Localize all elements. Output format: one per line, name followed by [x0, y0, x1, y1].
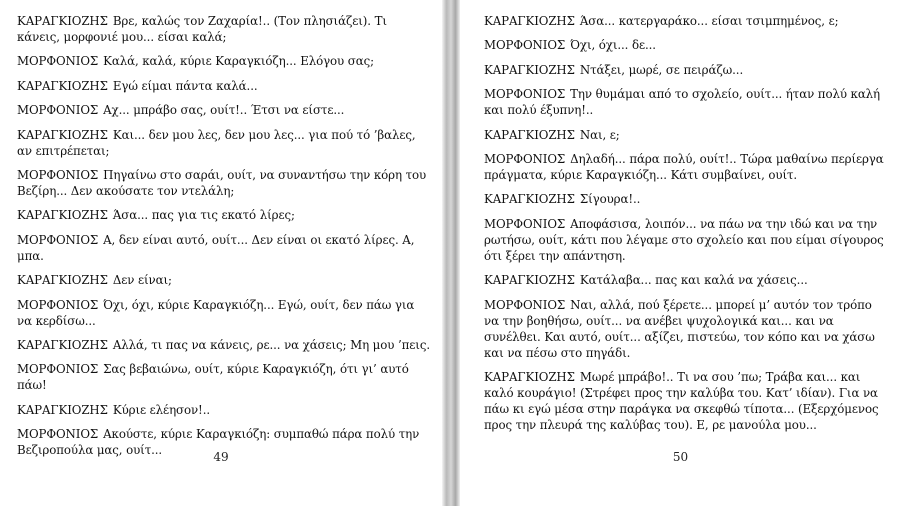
dialogue-text: Άσα... πας για τις εκατό λίρες;	[112, 208, 295, 223]
dialogue-text: Δηλαδή... πάρα πολύ, ουίτ!.. Τώρα μαθαίνω περίεργα πράγματα, κύριε Καραγκιόζη... Κάτι συμβαίνει, ουίτ.	[484, 151, 884, 182]
page-number-right: 50	[672, 450, 689, 464]
dialogue-line	[17, 337, 432, 353]
dialogue-text: Όχι, όχι... δε...	[570, 38, 656, 53]
left-page	[0, 0, 442, 506]
dialogue-text: Κατάλαβα... πας και καλά να χάσεις...	[579, 273, 808, 288]
dialogue-line	[17, 232, 432, 264]
speaker-name: ΜΟΡΦΟΝΙΟΣ	[17, 427, 99, 442]
dialogue-text: Ναι, ε;	[579, 127, 620, 142]
dialogue-line	[17, 167, 432, 199]
speaker-name: ΚΑΡΑΓΚΙΟΖΗΣ	[17, 273, 108, 288]
dialogue-text: Και... δεν μου λες, δεν μου λες... για πού τό ’βαλες, αν επιτρέπεται;	[17, 127, 416, 158]
dialogue-text: Ναι, αλλά, πού ξέρετε... μπορεί μ’ αυτόν τον τρόπο να την βοηθήσω, ουίτ... να ανέβει ψυχολογικά και... και να συνέλθει. Και αυτό, ουίτ... αξίζει, πιστεύω, τον κόπο και να χάσω και να πέσω στο πηγάδι.	[484, 297, 875, 360]
speaker-name: ΜΟΡΦΟΝΙΟΣ	[17, 167, 99, 182]
speaker-name: ΚΑΡΑΓΚΙΟΖΗΣ	[484, 369, 575, 384]
dialogue-text: Ντάξει, μωρέ, σε πειράζω...	[579, 62, 744, 77]
speaker-name: ΜΟΡΦΟΝΙΟΣ	[17, 297, 99, 312]
dialogue-line	[17, 53, 432, 69]
speaker-name: ΜΟΡΦΟΝΙΟΣ	[484, 297, 566, 312]
dialogue-text: Σας βεβαιώνω, ουίτ, κύριε Καραγκιόζη, ότι γι’ αυτό πάω!	[17, 362, 409, 393]
speaker-name: ΚΑΡΑΓΚΙΟΖΗΣ	[17, 127, 108, 142]
speaker-name: ΚΑΡΑΓΚΙΟΖΗΣ	[484, 14, 575, 28]
dialogue-line	[17, 102, 432, 118]
dialogue-line	[484, 127, 889, 143]
right-page	[460, 0, 901, 506]
dialogue-text: Α, δεν είναι αυτό, ουίτ... Δεν είναι οι εκατό λίρες. Α, μπα.	[17, 232, 415, 263]
speaker-name: ΚΑΡΑΓΚΙΟΖΗΣ	[484, 192, 575, 207]
dialogue-line	[484, 37, 889, 53]
dialogue-text: Όχι, όχι, κύριε Καραγκιόζη... Εγώ, ουίτ, δεν πάω για να κερδίσω...	[17, 297, 415, 328]
speaker-name: ΜΟΡΦΟΝΙΟΣ	[484, 87, 566, 102]
dialogue-line	[484, 216, 889, 264]
dialogue-line	[17, 272, 432, 288]
dialogue-line	[484, 191, 889, 207]
speaker-name: ΚΑΡΑΓΚΙΟΖΗΣ	[484, 273, 575, 288]
speaker-name: ΜΟΡΦΟΝΙΟΣ	[484, 216, 566, 231]
dialogue-text: Καλά, καλά, κύριε Καραγκιόζη... Ελόγου σας;	[103, 54, 374, 69]
speaker-name: ΚΑΡΑΓΚΙΟΖΗΣ	[17, 14, 108, 28]
dialogue-text: Δεν είναι;	[112, 273, 172, 288]
dialogue-line	[484, 272, 889, 288]
speaker-name: ΜΟΡΦΟΝΙΟΣ	[17, 362, 99, 377]
dialogue-line	[17, 402, 432, 418]
speaker-name: ΚΑΡΑΓΚΙΟΖΗΣ	[17, 78, 108, 93]
dialogue-text: Σίγουρα!..	[579, 192, 641, 207]
left-page-text	[17, 13, 432, 458]
speaker-name: ΚΑΡΑΓΚΙΟΖΗΣ	[484, 62, 575, 77]
dialogue-line	[484, 13, 889, 29]
dialogue-line	[484, 86, 889, 118]
speaker-name: ΚΑΡΑΓΚΙΟΖΗΣ	[484, 127, 575, 142]
dialogue-line	[17, 361, 432, 393]
dialogue-line	[17, 127, 432, 159]
speaker-name: ΜΟΡΦΟΝΙΟΣ	[17, 232, 99, 247]
book-gutter	[442, 0, 460, 506]
dialogue-line	[17, 207, 432, 223]
dialogue-text: Την θυμάμαι από το σχολείο, ουίτ... ήταν πολύ καλή και πολύ έξυπνη!..	[484, 87, 881, 118]
dialogue-line	[484, 369, 889, 433]
speaker-name: ΚΑΡΑΓΚΙΟΖΗΣ	[17, 402, 108, 417]
dialogue-text: Βρε, καλώς τον Ζαχαρία!.. (Τον πλησιάζει). Τι κάνεις, μορφονιέ μου... είσαι καλά;	[17, 14, 387, 44]
speaker-name: ΜΟΡΦΟΝΙΟΣ	[484, 151, 566, 166]
dialogue-text: Μωρέ μπράβο!.. Τι να σου ’πω; Τράβα και... και καλό κουράγιο! (Στρέφει προς την καλύβα του. Κατ’ ιδίαν). Για να πάω κι εγώ μέσα στην παράγκα να σκεφθώ τίποτα... (Εξερχόμενος προς την πλευρά της καλύβας του). Ε, ρε μανούλα μου...	[484, 369, 879, 432]
dialogue-text: Εγώ είμαι πάντα καλά...	[112, 78, 258, 93]
dialogue-text: Κύριε ελέησον!..	[112, 402, 211, 417]
dialogue-line	[484, 62, 889, 78]
dialogue-text: Πηγαίνω στο σαράι, ουίτ, να συναντήσω την κόρη του Βεζίρη... Δεν ακούσατε τον ντελάλη;	[17, 167, 427, 198]
dialogue-line	[17, 78, 432, 94]
speaker-name: ΜΟΡΦΟΝΙΟΣ	[484, 38, 566, 53]
speaker-name: ΜΟΡΦΟΝΙΟΣ	[17, 103, 99, 118]
dialogue-text: Ακούστε, κύριε Καραγκιόζη: συμπαθώ πάρα πολύ την Βεζιροπούλα μας, ουίτ...	[17, 427, 420, 458]
dialogue-text: Αποφάσισα, λοιπόν... να πάω να την ιδώ και να την ρωτήσω, ουίτ, κάτι που λέγαμε στο σχολείο και που είμαι σίγουρος ότι ξέρει την απάντηση.	[484, 216, 884, 263]
dialogue-line	[484, 297, 889, 361]
dialogue-line	[17, 297, 432, 329]
dialogue-text: Αχ... μπράβο σας, ουίτ!.. Έτσι να είστε...	[103, 103, 345, 118]
dialogue-line	[17, 13, 432, 45]
speaker-name: ΚΑΡΑΓΚΙΟΖΗΣ	[17, 337, 108, 352]
page-number-left: 49	[213, 450, 229, 464]
right-page-text	[484, 13, 889, 433]
speaker-name: ΜΟΡΦΟΝΙΟΣ	[17, 54, 99, 69]
dialogue-text: Άσα... κατεργαράκο... είσαι τσιμπημένος, ε;	[579, 14, 839, 28]
dialogue-text: Αλλά, τι πας να κάνεις, ρε... να χάσεις; Μη μου ’πεις.	[112, 337, 430, 352]
dialogue-line	[484, 151, 889, 183]
speaker-name: ΚΑΡΑΓΚΙΟΖΗΣ	[17, 208, 108, 223]
